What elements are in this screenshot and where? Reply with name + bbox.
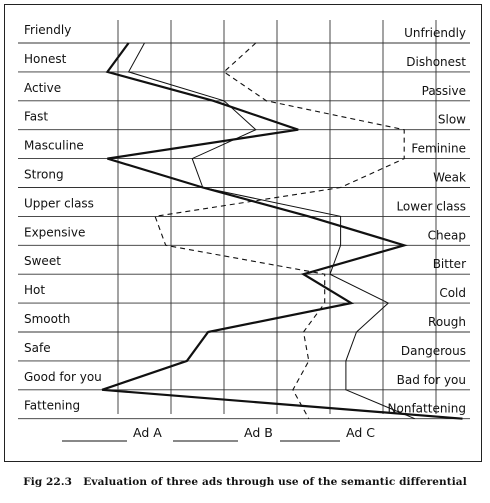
left-attribute-label: Sweet — [24, 254, 61, 269]
left-attribute-label: Upper class — [24, 196, 94, 211]
left-attribute-label: Honest — [24, 51, 67, 66]
left-attribute-label: Friendly — [24, 23, 72, 37]
left-attribute-label: Safe — [24, 340, 51, 355]
right-attribute-label: Feminine — [411, 141, 466, 156]
series-line-ad-b — [129, 43, 415, 419]
right-attribute-label: Weak — [433, 170, 466, 185]
legend-label: Ad C — [346, 425, 375, 440]
legend-label: Ad B — [244, 425, 273, 440]
series-line-ad-a — [102, 43, 462, 419]
right-attribute-label: Dishonest — [406, 54, 466, 69]
left-attribute-label: Active — [24, 80, 62, 95]
caption-number: Fig 22.3 — [23, 476, 73, 488]
left-attribute-label: Fast — [24, 109, 49, 124]
right-attribute-label: Dangerous — [400, 343, 466, 358]
left-attribute-label: Strong — [24, 167, 64, 182]
right-attribute-label: Slow — [437, 112, 466, 127]
right-attribute-label: Rough — [428, 315, 466, 329]
left-attribute-label: Good for you — [24, 369, 102, 384]
right-attribute-label: Bad for you — [396, 372, 466, 387]
right-attribute-label: Lower class — [396, 199, 466, 214]
series-line-ad-c — [155, 43, 404, 419]
left-attribute-label: Masculine — [24, 138, 84, 153]
left-attribute-label: Hot — [24, 283, 46, 298]
legend-label: Ad A — [133, 425, 162, 440]
left-attribute-label: Smooth — [24, 312, 71, 326]
figure-caption — [0, 476, 490, 488]
left-attribute-label: Expensive — [24, 225, 86, 240]
caption-text: Evaluation of three ads through use of the semantic differential — [83, 476, 467, 488]
left-attribute-label: Fattening — [24, 398, 81, 413]
right-attribute-label: Cold — [439, 286, 466, 301]
right-attribute-label: Cheap — [427, 228, 466, 243]
right-attribute-label: Nonfattening — [387, 401, 466, 416]
right-attribute-label: Passive — [421, 83, 466, 98]
right-attribute-label: Bitter — [432, 257, 466, 272]
right-attribute-label: Unfriendly — [404, 26, 466, 40]
